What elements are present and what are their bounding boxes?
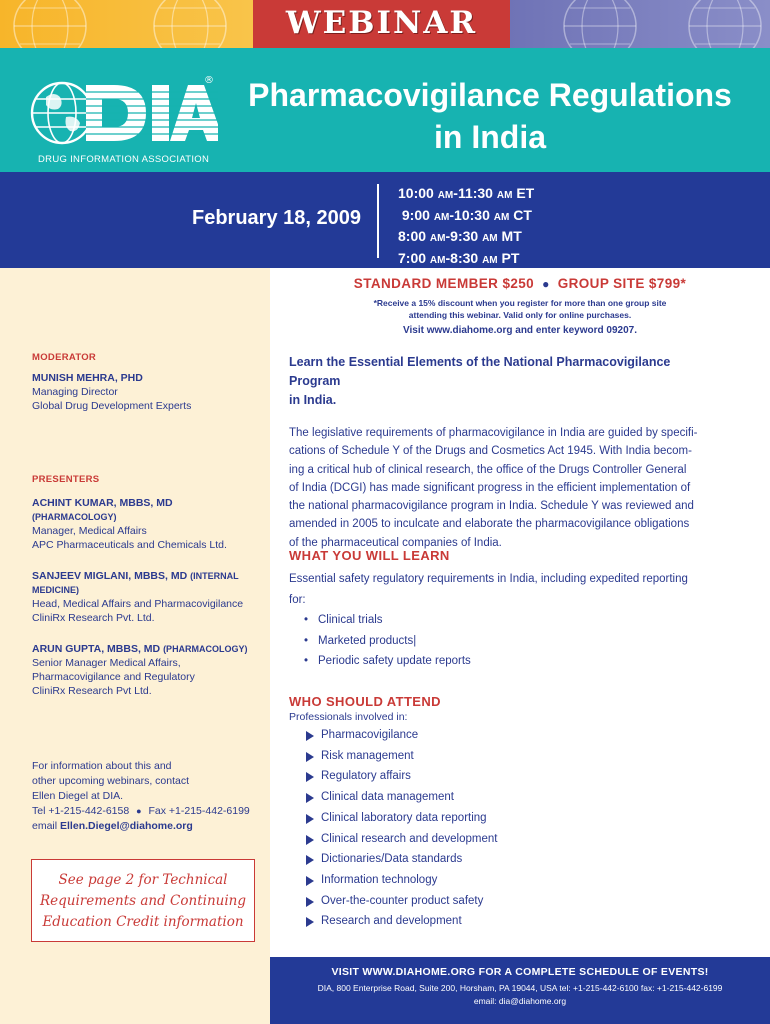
presenter-qualifier: (INTERNAL MEDICINE) [32, 571, 239, 595]
list-item [289, 766, 719, 787]
presenter-qualifier: (PHARMACOLOGY) [32, 512, 117, 522]
presenter-item [32, 496, 262, 552]
list-item-label: Clinical research and development [321, 832, 498, 845]
pricing-line [270, 276, 770, 291]
schedule-divider [377, 184, 379, 258]
list-item: • Clinical trials [289, 610, 719, 631]
paragraph-line: the national pharmacovigilance program in India. Schedule Y was reviewed and [289, 500, 694, 513]
globe-icon [32, 83, 92, 143]
footer-address-line: DIA, 800 Enterprise Road, Suite 200, Horsham, PA 19044, USA tel: +1-215-442-6100 fax: +1-215-442-6199 [317, 983, 723, 993]
technical-requirements-note [31, 859, 255, 942]
attend-heading: WHO SHOULD ATTEND [289, 694, 441, 709]
globe-decoration-icon [150, 0, 230, 48]
list-item-label: Risk management [321, 749, 414, 762]
contact-email-line [32, 819, 262, 834]
intro-section [289, 353, 719, 552]
moderator-name: MUNISH MEHRA, PHD [32, 372, 143, 384]
standard-price: STANDARD MEMBER $250 [353, 276, 535, 291]
banner-left-panel [0, 0, 253, 48]
globe-decoration-icon [10, 0, 90, 48]
banner-right-panel [510, 0, 770, 48]
list-item [289, 849, 719, 870]
triangle-bullet-icon [306, 793, 314, 803]
triangle-bullet-icon [306, 752, 314, 762]
time-row: 9:00 AM-10:30 AM CT [401, 206, 532, 223]
webinar-label: WEBINAR [285, 5, 478, 41]
presenter-title-cont: Pharmacovigilance and Regulatory [32, 671, 195, 683]
presenter-title: Head, Medical Affairs and Pharmacovigilance [32, 598, 244, 610]
note-line: Requirements and Continuing [40, 893, 246, 909]
intro-heading [289, 353, 719, 410]
learn-section [289, 548, 719, 672]
attend-section [289, 694, 719, 932]
presenters-section [32, 474, 262, 698]
presenter-name: SANJEEV MIGLANI, MBBS, MD [32, 570, 188, 582]
presenter-name: ACHINT KUMAR, MBBS, MD [32, 497, 173, 509]
learn-list [289, 610, 719, 672]
event-date: February 18, 2009 [192, 207, 361, 229]
triangle-bullet-icon [306, 835, 314, 845]
discount-line: *Receive a 15% discount when you register for more than one group site [373, 298, 667, 308]
note-line: See page 2 for Technical [58, 872, 228, 888]
dia-logo-mark [28, 73, 218, 153]
list-item-label: Over-the-counter product safety [321, 894, 484, 907]
moderator-heading: MODERATOR [32, 352, 97, 363]
contact-fax: Fax +1-215-442-6199 [148, 805, 250, 817]
logo-subtitle: DRUG INFORMATION ASSOCIATION [38, 154, 210, 165]
pricing-section [270, 276, 770, 336]
presenter-org: APC Pharmaceuticals and Chemicals Ltd. [32, 539, 227, 551]
list-item [289, 829, 719, 850]
time-row: 7:00 AM-8:30 AM PT [398, 249, 520, 266]
learn-intro-line: Essential safety regulatory requirements in India, including expedited reporting [289, 573, 688, 585]
note-line: Education Credit information [42, 914, 244, 930]
paragraph-line: of the pharmaceutical companies of India. [289, 536, 502, 549]
presenter-name: ARUN GUPTA, MBBS, MD [32, 643, 161, 655]
footer-band [270, 957, 770, 1024]
list-item-label: Information technology [321, 873, 438, 886]
registration-link[interactable]: Visit www.diahome.org and enter keyword 09207. [403, 325, 637, 336]
triangle-bullet-icon [306, 814, 314, 824]
list-item [289, 725, 719, 746]
paragraph-line: ing a critical hub of clinical research, the office of the Drugs Controller General [289, 463, 687, 476]
footer-visit-link[interactable]: VISIT WWW.DIAHOME.ORG FOR A COMPLETE SCHEDULE OF EVENTS! [331, 966, 709, 978]
time-list [398, 184, 534, 270]
top-banner-strip [0, 0, 770, 48]
moderator-org: Global Drug Development Experts [32, 400, 192, 412]
contact-line: For information about this and [32, 760, 172, 772]
contact-tel: Tel +1-215-442-6158 [32, 805, 130, 817]
globe-decoration-icon [560, 0, 640, 48]
list-item [289, 891, 719, 912]
group-price: GROUP SITE $799* [557, 276, 687, 291]
presenters-heading: PRESENTERS [32, 474, 100, 485]
bullet-dot-icon: ● [136, 806, 142, 816]
paragraph-line: cations of Schedule Y of the Drugs and Cosmetics Act 1945. With India becom- [289, 445, 692, 458]
triangle-bullet-icon [306, 917, 314, 927]
list-item-label: Dictionaries/Data standards [321, 853, 463, 866]
moderator-title: Managing Director [32, 386, 118, 398]
intro-heading-line: in India. [289, 393, 337, 407]
triangle-bullet-icon [306, 876, 314, 886]
paragraph-line: of India (DCGI) has made significant progress in the efficient implementation of [289, 481, 691, 494]
bullet-dot-icon: ● [542, 277, 550, 291]
presenter-org: CliniRx Research Pvt. Ltd. [32, 612, 155, 624]
contact-line: other upcoming webinars, contact [32, 775, 190, 787]
page-title [230, 74, 750, 158]
presenter-org: CliniRx Research Pvt Ltd. [32, 685, 152, 697]
contact-phone-line [32, 804, 262, 819]
time-row: 10:00 AM-11:30 AM ET [398, 185, 535, 201]
learn-heading: WHAT YOU WILL LEARN [289, 548, 450, 563]
attend-list [289, 725, 719, 932]
learn-intro [289, 569, 719, 610]
presenter-qualifier: (PHARMACOLOGY) [163, 644, 248, 654]
contact-email-link[interactable]: Ellen.Diegel@diahome.org [60, 820, 193, 832]
discount-line: attending this webinar. Valid only for online purchases. [408, 310, 632, 320]
registered-mark: ® [204, 75, 214, 86]
time-row: 8:00 AM-9:30 AM MT [398, 228, 522, 244]
list-item [289, 870, 719, 891]
list-item [289, 911, 719, 932]
list-item-label: Research and development [321, 915, 462, 928]
list-item-label: Pharmacovigilance [321, 729, 419, 741]
discount-note [270, 297, 770, 321]
dia-logo [28, 73, 218, 168]
list-item [289, 787, 719, 808]
footer-address [270, 982, 770, 1008]
triangle-bullet-icon [306, 855, 314, 865]
email-label: email [32, 820, 58, 832]
list-item-label: Clinical laboratory data reporting [321, 811, 487, 824]
presenter-item [32, 569, 262, 625]
banner-center-panel [253, 0, 510, 48]
paragraph-line: amended in 2005 to inculcate and elaborate the pharmacovigilance obligations [289, 518, 690, 531]
list-item [289, 746, 719, 767]
list-item [289, 808, 719, 829]
globe-decoration-icon [685, 0, 765, 48]
schedule-band [0, 172, 770, 268]
list-item-label: Clinical data management [321, 791, 454, 804]
footer-email-link[interactable]: email: dia@diahome.org [473, 996, 567, 1006]
moderator-section [32, 352, 262, 413]
list-item-label: Regulatory affairs [321, 770, 411, 783]
contact-line: Ellen Diegel at DIA. [32, 790, 124, 802]
title-band [0, 48, 770, 172]
triangle-bullet-icon [306, 897, 314, 907]
list-item: • Periodic safety update reports [289, 651, 719, 672]
contact-info [32, 759, 262, 834]
triangle-bullet-icon [306, 731, 314, 741]
title-line-1: Pharmacovigilance Regulations [248, 77, 732, 113]
attend-intro: Professionals involved in: [289, 711, 408, 723]
triangle-bullet-icon [306, 772, 314, 782]
presenter-title: Senior Manager Medical Affairs, [32, 657, 181, 669]
intro-paragraph [289, 424, 719, 552]
list-item: • Marketed products| [289, 631, 719, 652]
learn-intro-line: for: [289, 593, 306, 606]
paragraph-line: The legislative requirements of pharmacovigilance in India are guided by specifi- [289, 427, 698, 439]
presenter-title: Manager, Medical Affairs [32, 525, 147, 537]
intro-heading-line: Learn the Essential Elements of the National Pharmacovigilance Program [289, 355, 671, 388]
presenter-item [32, 642, 262, 698]
title-line-2: in India [434, 119, 546, 155]
